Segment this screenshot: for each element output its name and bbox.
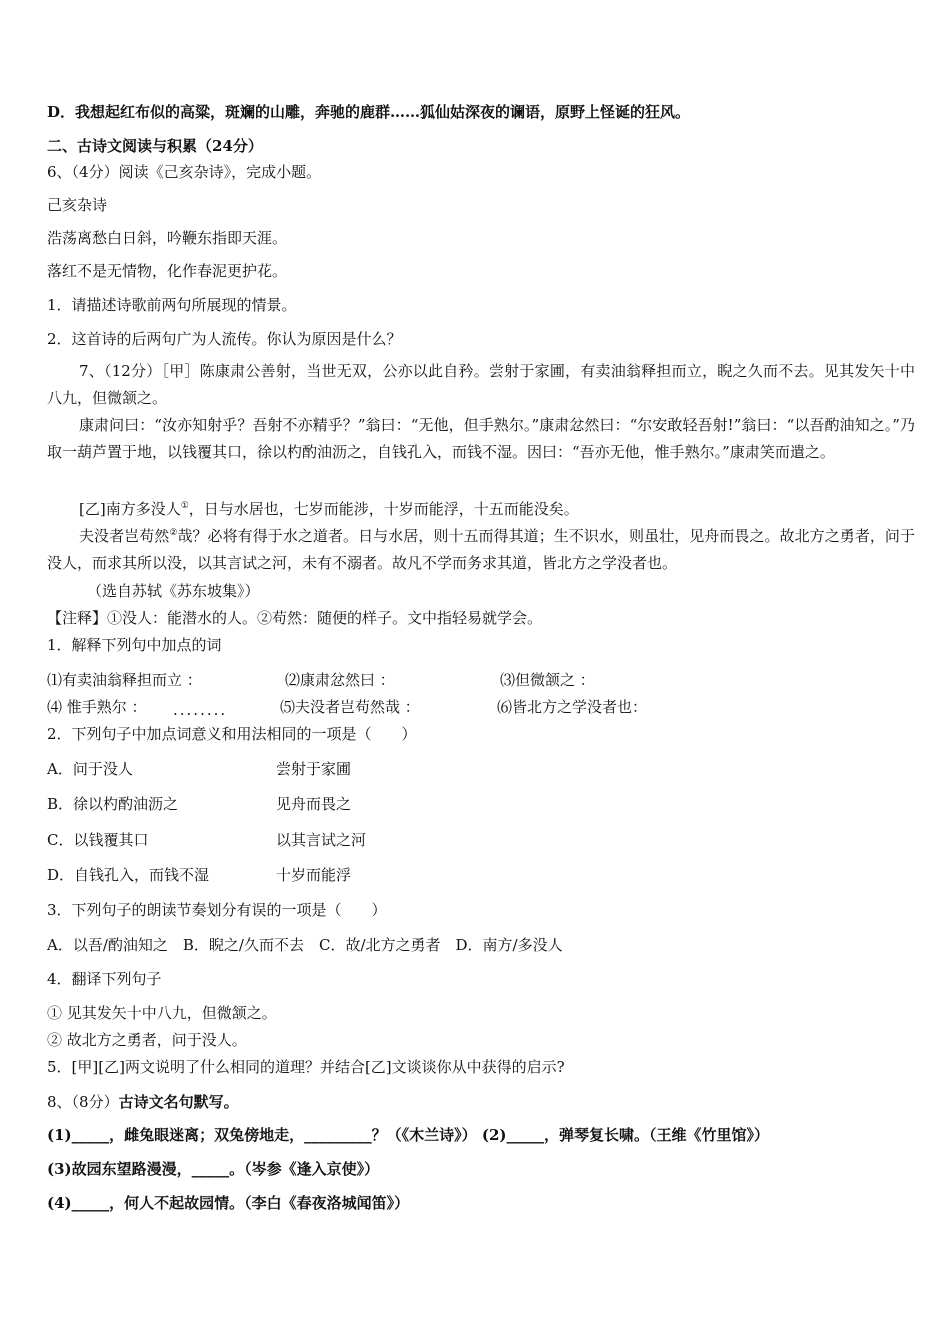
q8-line-2: (3)故园东望路漫漫，_____。（岑参《逢入京使》） [47,1160,380,1178]
q7-source: （选自苏轼《苏东坡集》） [87,582,260,600]
option-c-left: C．以钱覆其口 [47,831,149,849]
option-a-left: A．问于没人 [47,760,133,778]
q8-line-1: (1)_____，雌兔眼迷离；双兔傍地走，_________？（《木兰诗》） (2)_____，弹琴复长啸。（王维《竹里馆》） [47,1126,769,1144]
section-title: 二、古诗文阅读与积累（24分） [47,137,263,155]
option-c-right: 以其言试之河 [276,831,367,849]
poem-title: 己亥杂诗 [47,196,108,214]
q8-line-3: (4)_____，何人不起故园情。（李白《春夜洛城闻笛》） [47,1194,410,1212]
poem-line-2: 落红不是无情物，化作春泥更护花。 [47,262,288,280]
item-6: ⑹皆北方之学没者也： [497,698,648,716]
q6-sub2: 2．这首诗的后两句广为人流传。你认为原因是什么？ [47,330,402,348]
poem-line-1: 浩荡离愁白日斜，吟鞭东指即天涯。 [47,229,288,247]
option-b-right: 见舟而畏之 [276,795,352,813]
q8-heading: 8、（8分）古诗文名句默写。 [47,1093,239,1111]
q6-sub1: 1．请描述诗歌前两句所展现的情景。 [47,296,297,314]
q6-prompt: 6、（4分）阅读《己亥杂诗》，完成小题。 [47,163,322,181]
item-3: ⑶但微颔之 ： [500,671,595,689]
q7-sub5: 5．[甲][乙]两文说明了什么相同的道理？并结合[乙]文谈谈你从中获得的启示? [47,1058,565,1076]
option-a-right: 尝射于家圃 [276,760,352,778]
q7-sub3: 3．下列句子的朗读节奏划分有误的一项是（ ） [47,901,387,919]
q7-sub1: 1．解释下列句中加点的词 [47,636,222,654]
q7-sub4: 4．翻译下列句子 [47,970,162,988]
item-5: ⑸夫没者岂苟然哉 ： [280,698,420,716]
q7-para-3: [乙]南方多没人①，日与水居也，七岁而能涉，十岁而能浮，十五而能没矣。 [79,500,579,518]
option-b-left: B．徐以杓酌油沥之 [47,795,179,813]
q7-para-4: 夫没者岂苟然②哉？必将有得于水之道者。日与水居，则十五而得其道；生不识水，则虽壮，见舟而畏之。故北方之勇者，问于没人，而求其所以没，以其言试之河，未有不溺者。故凡不学而务求其道，皆北方之学没者也。 [47,527,915,572]
q7-sub2: 2．下列句子中加点词意义和用法相同的一项是（ ） [47,725,417,743]
item-4: ⑷ 惟手熟尔 ： [47,698,147,716]
q7-note: 【注释】①没人：能潜水的人。②苟然：随便的样子。文中指轻易就学会。 [47,609,543,627]
translation-2: ② 故北方之勇者，问于没人。 [47,1031,247,1049]
dot-marks: ........ [173,701,228,719]
option-d-left: D．自钱孔入，而钱不湿 [47,866,210,884]
item-2: ⑵康肃忿然曰 ： [285,671,395,689]
q7-sub3-options: A．以吾/酌油知之 B．睨之/久而不去 C．故/北方之勇者 D．南方/多没人 [47,936,563,954]
option-d-line: D．我想起红布似的高粱，斑斓的山雕，奔驰的鹿群……狐仙姑深夜的谰语，原野上怪诞的狂风。 [47,103,691,121]
q7-para-1: 7、（12分）［甲］陈康肃公善射，当世无双，公亦以此自矜。尝射于家圃，有卖油翁释担而立，睨之久而不去。见其发矢十中八九，但微颔之。 [47,362,915,407]
translation-1: ① 见其发矢十中八九，但微颔之。 [47,1004,277,1022]
item-1: ⑴有卖油翁释担而立 ： [47,671,202,689]
option-d-right: 十岁而能浮 [276,866,352,884]
q7-para-2: 康肃问曰：“汝亦知射乎？吾射不亦精乎？”翁曰：“无他，但手熟尔。”康肃忿然曰：“尔安敢轻吾射!”翁曰：“以吾酌油知之。”乃取一葫芦置于地，以钱覆其口，徐以杓酌油沥之，自钱孔入，而钱不湿。因曰：“吾亦无他，惟手熟尔。”康肃笑而遣之。 [47,416,915,461]
